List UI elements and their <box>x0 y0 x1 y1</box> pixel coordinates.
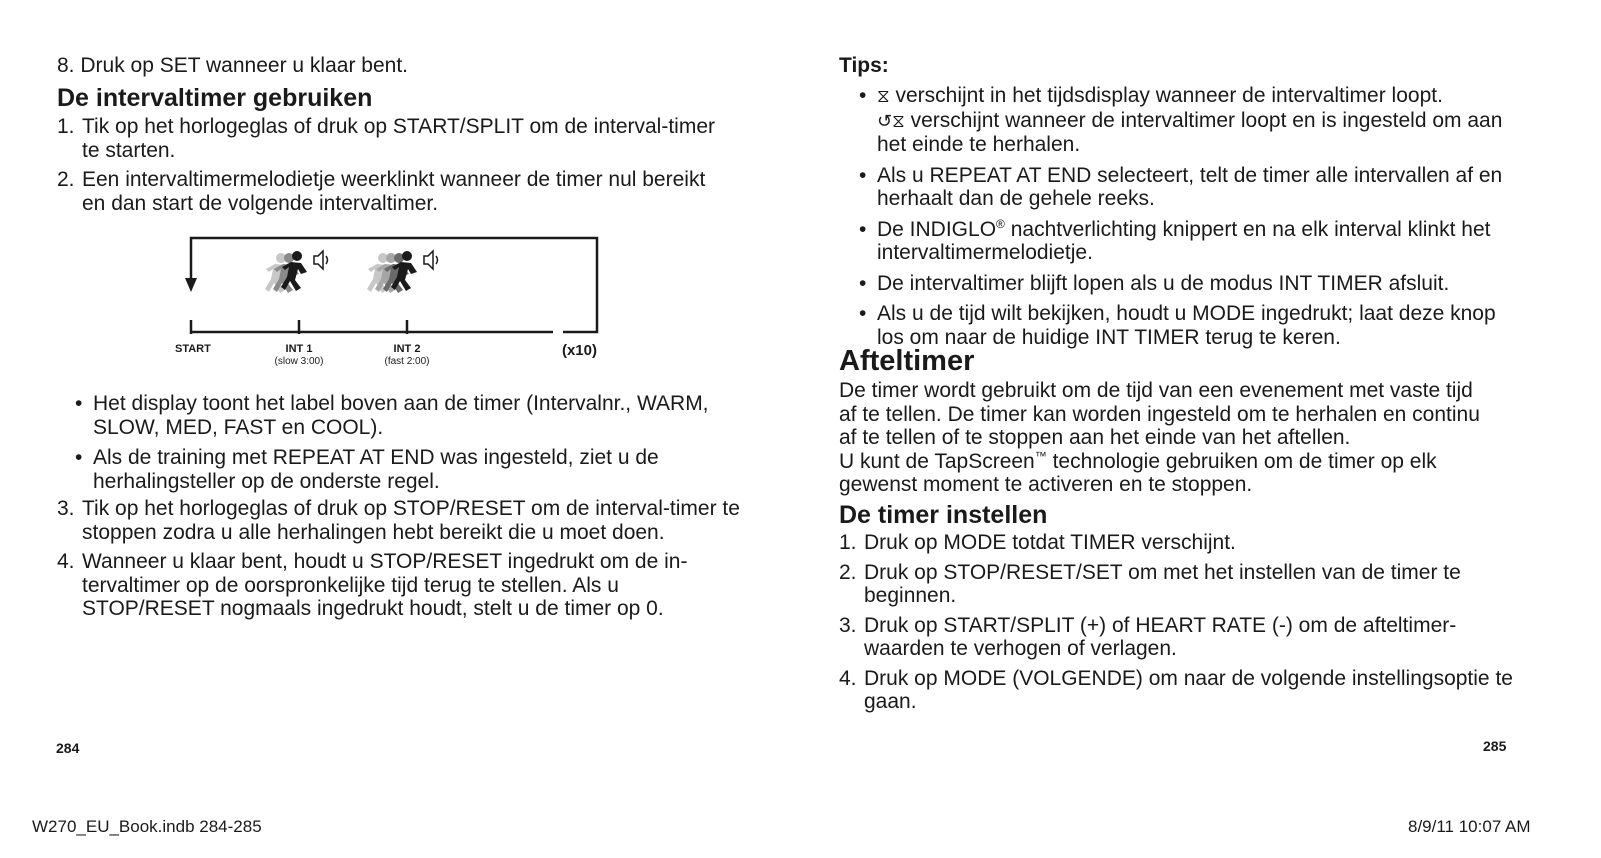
step-text: Een intervaltimermelodietje weerklinkt wanneer de timer nul bereikt en dan start de volgende intervaltimer. <box>82 168 706 215</box>
step-item <box>57 168 727 215</box>
step-number: 3. <box>57 497 75 520</box>
tip-item <box>859 84 1509 157</box>
bullet-item: • Als de training met REPEAT AT END was ingesteld, ziet u de herhalingsteller op de onderste regel. <box>75 446 715 493</box>
step-number: 1. <box>57 115 75 138</box>
diagram-label-start: START <box>175 343 211 355</box>
step-8-number: 8. <box>57 54 75 77</box>
step-item <box>839 614 1519 661</box>
paragraph-text: technologie gebruiken om de timer op elk gewenst moment te activeren en te stoppen. <box>839 449 1437 496</box>
runner-icon <box>265 251 307 293</box>
tip-item: • De intervaltimer blijft lopen als u de modus INT TIMER afsluit. <box>859 272 1509 296</box>
steps-list-a <box>57 115 727 215</box>
step-item <box>839 561 1519 608</box>
diagram-label-int1: INT 1 <box>285 343 313 355</box>
step-text: Druk op MODE totdat TIMER verschijnt. <box>864 531 1236 554</box>
tip-item: • Als u REPEAT AT END selecteert, telt de timer alle intervallen af en herhaalt dan de gehele reeks. <box>859 164 1509 211</box>
step-8-text: Druk op SET wanneer u klaar bent. <box>80 54 408 77</box>
step-text: Druk op STOP/RESET/SET om met het instellen van de timer te beginnen. <box>864 560 1461 607</box>
steps-list-b <box>57 497 742 621</box>
tip-text: nachtverlichting knippert en na elk interval klinkt het intervaltimermelodietje. <box>877 217 1491 264</box>
step-item <box>839 667 1519 714</box>
step-number: 2. <box>839 560 857 584</box>
step-text: Tik op het horlogeglas of druk op START/SPLIT om de interval-timer te starten. <box>82 115 716 162</box>
step-text: Druk op MODE (VOLGENDE) om naar de volgende instellingsoptie te gaan. <box>864 666 1513 713</box>
paragraph-text: De timer wordt gebruikt om de tijd van een evenement met vaste tijd af te tellen. De timer kan worden ingesteld om te herhalen en continu af te tellen of te stoppen aan het einde van het aftellen. <box>839 379 1480 449</box>
section-heading-countdown: Afteltimer <box>839 345 975 377</box>
tip-item <box>859 218 1509 265</box>
repeat-hourglass-icon: ↺⧖ <box>877 110 905 132</box>
hourglass-icon: ⧖ <box>877 86 890 107</box>
print-footer-date: 8/9/11 10:07 AM <box>1408 817 1531 836</box>
tip-text: verschijnt in het tijdsdisplay wanneer de intervaltimer loopt. <box>895 84 1443 107</box>
tips-heading: Tips: <box>839 54 889 77</box>
registered-mark: ® <box>996 216 1005 231</box>
interval-timer-diagram <box>167 230 627 375</box>
speaker-icon <box>314 251 328 269</box>
speaker-icon <box>424 251 438 269</box>
diagram-sublabel-int2: (fast 2:00) <box>384 356 430 367</box>
tip-text: De INDIGLO <box>877 217 997 241</box>
step-8 <box>57 54 408 78</box>
trademark-mark: ™ <box>1034 448 1047 463</box>
section-heading-interval-timer: De intervaltimer gebruiken <box>57 84 373 112</box>
countdown-intro-paragraph <box>839 379 1494 497</box>
page-number-left: 284 <box>56 740 80 756</box>
tips-list <box>859 84 1509 349</box>
step-number: 4. <box>839 666 857 690</box>
step-text: Wanneer u klaar bent, houdt u STOP/RESET ingedrukt om de in-tervaltimer op de oorspronkelijke tijd terug te stellen. Als u STOP/RESET nogmaals ingedrukt houdt, stelt u de timer op 0. <box>82 550 688 620</box>
paragraph-text: U kunt de TapScreen <box>839 449 1035 473</box>
step-number: 1. <box>839 531 857 554</box>
step-text: Tik op het horlogeglas of druk op STOP/RESET om de interval-timer te stoppen zodra u alle herhalingen hebt bereikt die u moet doen. <box>82 497 740 544</box>
print-footer-file: W270_EU_Book.indb 284-285 <box>32 817 262 836</box>
step-text: Druk op START/SPLIT (+) of HEART RATE (-) om de afteltimer-waarden te verhogen of verlagen. <box>864 613 1457 660</box>
arrow-down-icon <box>185 278 197 292</box>
step-item <box>57 497 742 544</box>
diagram-sublabel-int1: (slow 3:00) <box>274 356 324 367</box>
set-timer-steps <box>839 531 1519 714</box>
step-number: 3. <box>839 613 857 637</box>
diagram-label-int2: INT 2 <box>393 343 421 355</box>
bullet-item: • Het display toont het label boven aan de timer (Intervalnr., WARM, SLOW, MED, FAST en COOL). <box>75 392 715 439</box>
step-item <box>839 531 1519 555</box>
page-number-right: 285 <box>1483 738 1507 754</box>
step-number: 2. <box>57 168 75 191</box>
step-item <box>57 115 727 162</box>
step-number: 4. <box>57 550 75 573</box>
display-bullets <box>75 392 715 493</box>
step-item <box>57 550 742 621</box>
diagram-label-repeat: (x10) <box>561 342 597 359</box>
runner-icon <box>367 251 417 293</box>
tip-text: verschijnt wanneer de intervaltimer loopt en is ingesteld om aan het einde te herhalen. <box>877 108 1503 156</box>
tip-item: • Als u de tijd wilt bekijken, houdt u MODE ingedrukt; laat deze knop los om naar de huidige INT TIMER terug te keren. <box>859 302 1509 349</box>
section-heading-set-timer: De timer instellen <box>839 501 1048 529</box>
